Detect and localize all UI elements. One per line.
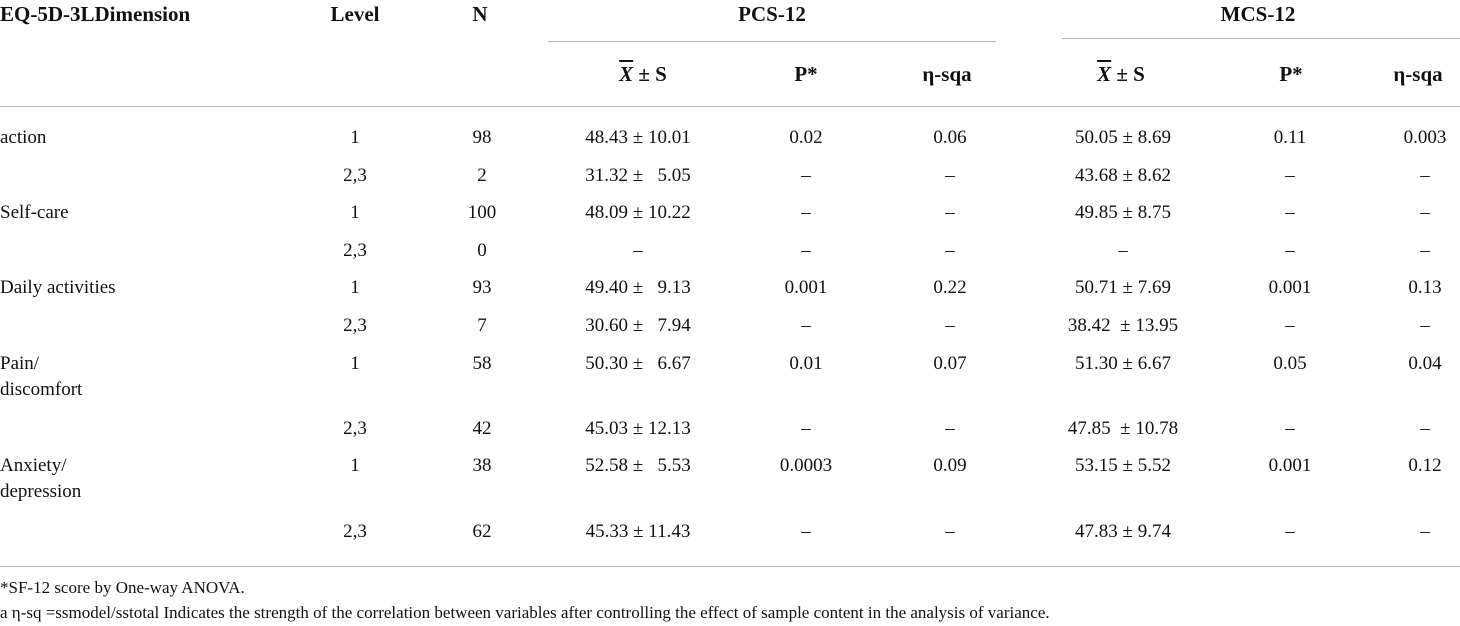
cell-mcs: 50.71 ± 7.69 bbox=[1075, 277, 1171, 298]
header-pcs-mean bbox=[619, 62, 667, 86]
cell-pcs-eta: 0.07 bbox=[933, 353, 967, 374]
footnote-eta: a η-sq =ssmodel/sstotal Indicates the strength of the correlation between variables after controlling the effect of sample content in the analysis of variance. bbox=[0, 603, 1050, 622]
cell-pcs: 49.40 ± 9.13 bbox=[585, 277, 691, 298]
cell-level: 2,3 bbox=[343, 240, 367, 261]
cell-pcs-eta: 0.06 bbox=[933, 127, 967, 148]
cell-pcs: 30.60 ± 7.94 bbox=[585, 315, 691, 336]
cell-n: 0 bbox=[477, 240, 487, 261]
row-dimension: Anxiety/ bbox=[0, 455, 67, 476]
cell-mcs-p: – bbox=[1285, 521, 1295, 542]
cell-mcs-p: 0.001 bbox=[1268, 277, 1312, 298]
cell-mcs: 38.42 ± 13.95 bbox=[1067, 315, 1179, 336]
xbar-symbol: $\overline{X}$ bbox=[619, 62, 634, 86]
header-pcs-p: P* bbox=[794, 62, 818, 86]
header-mcs-group: MCS-12 bbox=[1220, 2, 1296, 26]
cell-pcs-p: 0.01 bbox=[789, 353, 823, 374]
cell-pcs: – bbox=[633, 240, 643, 261]
cell-pcs-p: – bbox=[801, 240, 811, 261]
header-bottom-rule bbox=[0, 106, 1460, 107]
cell-n: 98 bbox=[472, 127, 492, 148]
row-dimension: Self-care bbox=[0, 202, 69, 223]
cell-n: 7 bbox=[477, 315, 487, 336]
cell-pcs: 48.43 ± 10.01 bbox=[585, 127, 691, 148]
cell-pcs-eta: – bbox=[945, 165, 955, 186]
cell-mcs-p: 0.001 bbox=[1268, 455, 1312, 476]
cell-mcs: 51.30 ± 6.67 bbox=[1075, 353, 1171, 374]
cell-pcs-p: – bbox=[801, 202, 811, 223]
cell-level: 1 bbox=[350, 455, 360, 476]
cell-pcs: 45.33 ± 11.43 bbox=[585, 521, 691, 542]
cell-mcs-p: 0.05 bbox=[1273, 353, 1307, 374]
cell-mcs-p: – bbox=[1285, 202, 1295, 223]
cell-pcs: 45.03 ± 12.13 bbox=[585, 418, 691, 439]
header-mcs-p: P* bbox=[1279, 62, 1303, 86]
cell-level: 1 bbox=[350, 127, 360, 148]
cell-pcs-p: – bbox=[801, 315, 811, 336]
cell-level: 2,3 bbox=[343, 418, 367, 439]
pcs-group-rule bbox=[548, 41, 996, 42]
cell-mcs-p: 0.11 bbox=[1273, 127, 1307, 148]
xbar-symbol: $\overline{X}$ bbox=[1097, 62, 1112, 86]
mcs-group-rule bbox=[1062, 38, 1460, 39]
row-dimension-line2: discomfort bbox=[0, 379, 83, 400]
cell-mcs-eta: – bbox=[1420, 240, 1430, 261]
cell-mcs-eta: – bbox=[1420, 315, 1430, 336]
cell-mcs-p: – bbox=[1285, 165, 1295, 186]
cell-mcs: 53.15 ± 5.52 bbox=[1075, 455, 1171, 476]
row-dimension: action bbox=[0, 127, 47, 148]
header-n: N bbox=[472, 2, 488, 26]
header-dimension: EQ-5D-3LDimension bbox=[0, 2, 191, 26]
row-dimension: Pain/ bbox=[0, 353, 40, 374]
cell-pcs: 31.32 ± 5.05 bbox=[585, 165, 691, 186]
cell-pcs: 48.09 ± 10.22 bbox=[585, 202, 691, 223]
pm-s-label: ± S bbox=[638, 62, 667, 86]
header-pcs-eta: η-sqa bbox=[922, 62, 972, 86]
row-dimension: Daily activities bbox=[0, 277, 116, 298]
cell-pcs-p: 0.001 bbox=[784, 277, 828, 298]
cell-mcs: 47.85 ± 10.78 bbox=[1067, 418, 1179, 439]
cell-mcs-eta: 0.13 bbox=[1408, 277, 1442, 298]
cell-n: 58 bbox=[472, 353, 492, 374]
cell-n: 93 bbox=[472, 277, 492, 298]
cell-pcs: 50.30 ± 6.67 bbox=[585, 353, 691, 374]
cell-n: 62 bbox=[472, 521, 492, 542]
cell-pcs-eta: 0.22 bbox=[933, 277, 967, 298]
header-mcs-eta: η-sqa bbox=[1393, 62, 1443, 86]
cell-pcs-p: – bbox=[801, 418, 811, 439]
table-bottom-rule bbox=[0, 566, 1460, 567]
cell-pcs-eta: – bbox=[945, 240, 955, 261]
cell-mcs: – bbox=[1118, 240, 1128, 261]
cell-mcs-eta: 0.003 bbox=[1403, 127, 1447, 148]
cell-level: 2,3 bbox=[343, 315, 367, 336]
cell-pcs-p: 0.02 bbox=[789, 127, 823, 148]
cell-level: 1 bbox=[350, 277, 360, 298]
cell-level: 2,3 bbox=[343, 521, 367, 542]
cell-mcs-eta: – bbox=[1420, 165, 1430, 186]
cell-n: 2 bbox=[477, 165, 487, 186]
cell-n: 38 bbox=[472, 455, 492, 476]
row-dimension-line2: depression bbox=[0, 481, 82, 502]
cell-mcs-eta: – bbox=[1420, 521, 1430, 542]
pm-s-label: ± S bbox=[1116, 62, 1145, 86]
cell-pcs: 52.58 ± 5.53 bbox=[585, 455, 691, 476]
cell-mcs-eta: – bbox=[1420, 418, 1430, 439]
header-pcs-group: PCS-12 bbox=[738, 2, 806, 26]
cell-n: 42 bbox=[472, 418, 492, 439]
cell-mcs-p: – bbox=[1285, 240, 1295, 261]
cell-pcs-eta: – bbox=[945, 521, 955, 542]
footnote-anova: *SF-12 score by One-way ANOVA. bbox=[0, 578, 245, 597]
cell-level: 2,3 bbox=[343, 165, 367, 186]
cell-pcs-p: 0.0003 bbox=[779, 455, 833, 476]
cell-level: 1 bbox=[350, 353, 360, 374]
cell-mcs: 50.05 ± 8.69 bbox=[1075, 127, 1171, 148]
cell-pcs-eta: – bbox=[945, 315, 955, 336]
cell-mcs-p: – bbox=[1285, 418, 1295, 439]
cell-mcs: 43.68 ± 8.62 bbox=[1075, 165, 1171, 186]
cell-level: 1 bbox=[350, 202, 360, 223]
cell-mcs-p: – bbox=[1285, 315, 1295, 336]
cell-mcs-eta: – bbox=[1420, 202, 1430, 223]
cell-pcs-eta: 0.09 bbox=[933, 455, 967, 476]
cell-mcs: 47.83 ± 9.74 bbox=[1075, 521, 1171, 542]
cell-pcs-p: – bbox=[801, 165, 811, 186]
cell-pcs-p: – bbox=[801, 521, 811, 542]
header-level: Level bbox=[330, 2, 380, 26]
cell-n: 100 bbox=[467, 202, 497, 223]
header-mcs-mean bbox=[1097, 62, 1145, 86]
cell-pcs-eta: – bbox=[945, 202, 955, 223]
cell-pcs-eta: – bbox=[945, 418, 955, 439]
cell-mcs: 49.85 ± 8.75 bbox=[1075, 202, 1171, 223]
cell-mcs-eta: 0.12 bbox=[1408, 455, 1442, 476]
cell-mcs-eta: 0.04 bbox=[1408, 353, 1442, 374]
